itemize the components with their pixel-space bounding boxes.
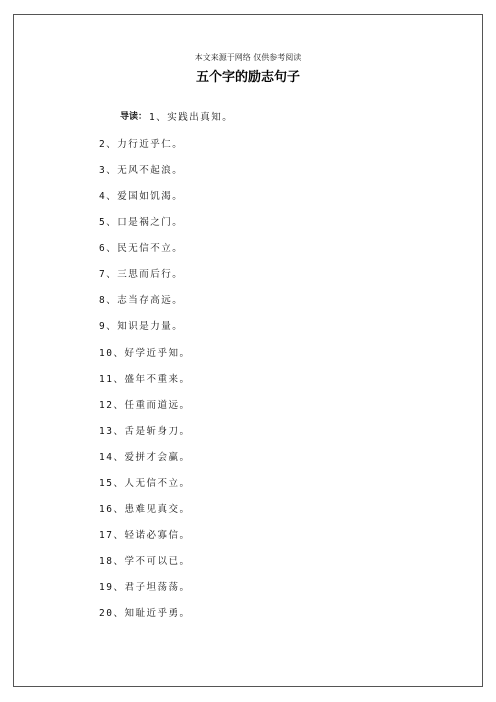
source-note: 本文来源于网络 仅供参考阅读 <box>194 53 302 62</box>
quote-line-2: 2、力行近乎仁。 <box>99 139 184 150</box>
quote-line-1: 1、实践出真知。 <box>149 112 234 123</box>
quote-line-6: 6、民无信不立。 <box>99 243 184 254</box>
quote-line-14: 14、爱拼才会赢。 <box>99 452 191 463</box>
intro-label: 导读： <box>120 112 148 122</box>
quote-line-9: 9、知识是力量。 <box>99 321 184 332</box>
quote-line-19: 19、君子坦荡荡。 <box>99 582 191 593</box>
quote-line-7: 7、三思而后行。 <box>99 269 184 280</box>
page-border <box>13 14 483 687</box>
quote-line-10: 10、好学近乎知。 <box>99 348 191 359</box>
quote-line-13: 13、舌是斩身刀。 <box>99 426 191 437</box>
quote-line-16: 16、患难见真交。 <box>99 504 191 515</box>
quote-line-5: 5、口是祸之门。 <box>99 217 184 228</box>
quote-line-8: 8、志当存高远。 <box>99 295 184 306</box>
quote-line-20: 20、知耻近乎勇。 <box>99 608 191 619</box>
quote-line-4: 4、爱国如饥渴。 <box>99 191 184 202</box>
quote-line-17: 17、轻诺必寡信。 <box>99 530 191 541</box>
page-title: 五个字的励志句子 <box>195 70 300 85</box>
quote-line-18: 18、学不可以已。 <box>99 556 191 567</box>
quote-line-15: 15、人无信不立。 <box>99 478 191 489</box>
quote-line-3: 3、无风不起浪。 <box>99 165 184 176</box>
quote-line-11: 11、盛年不重来。 <box>99 374 191 385</box>
quote-line-12: 12、任重而道远。 <box>99 400 191 411</box>
